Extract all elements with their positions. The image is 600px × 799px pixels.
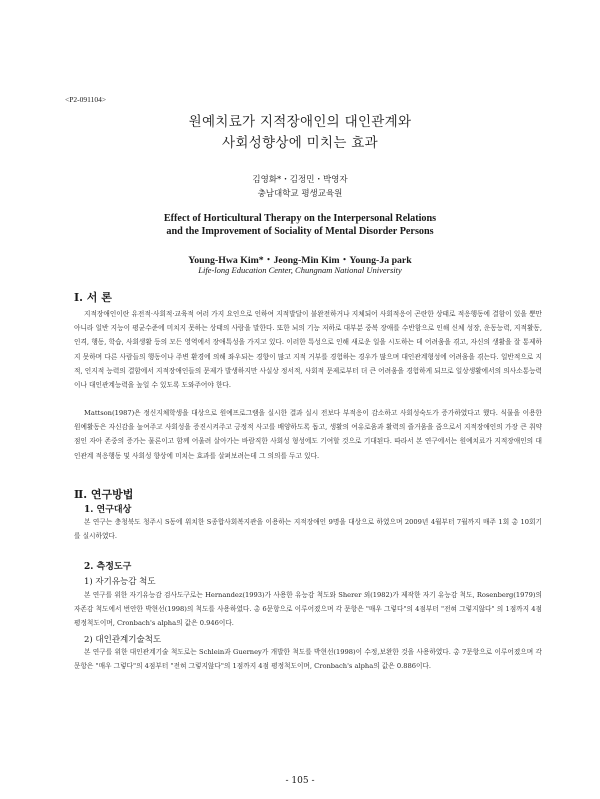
english-title-line-1: Effect of Horticultural Therapy on the Interpersonal Relations: [163, 213, 437, 224]
section-1-paragraph-2: Mattson(1987)은 정신지체학생을 대상으로 원예프로그램을 실시한 결과 실시 전보다 부적응이 감소하고 사회성숙도가 증가하였다고 했다. 식물을 이용한 원예활동은 자신감을 높여주고 사회성을 증진시켜주고 긍정적 사고를 배양하도록 돕고, 생활의 여유로움과 활력의 즐거움을 줌으로서 지적장애인의 가장 큰 취약점인 자아 존중의 증가는 물론이고 함께 어울려 살아가는 바람직한 사회성 형성에도 기여할 것으로 기대된다. 따라서 본 연구에서는 원예치료가 지적장애인의 대인관계 적응행동 및 사회성 향상에 미치는 효과를 살펴보려는데 그 의의를 두고 있다.: [74, 409, 542, 460]
measure-1-text: 본 연구를 위한 자기유능감 검사도구로는 Hernandez(1993)가 사용한 유능감 척도와 Sherer 외(1982)가 제작한 자기 유능감 척도, Rosenberg(1979)의 자존감 척도에서 번안한 박현선(1998)의 척도를 사용하였다. 총 6문항으로 이루어졌으며 각 문항은 "매우 그렇다"의 4점부터 "전혀 그렇지않다" 의 1점까지 4점 평정척도이며, Cronbach's alpha의 값은 0.946이다.: [74, 591, 542, 628]
korean-affiliation: 충남대학교 평생교육원: [257, 189, 343, 199]
korean-title-line-1: 원예치료가 지적장애인의 대인관계와: [188, 114, 412, 130]
measure-2-text: 본 연구를 위한 대인관계기술 척도로는 Schlein과 Guerney가 개발한 척도를 박현선(1998)이 수정,보완한 것을 사용하였다. 총 7문항으로 이루어졌으며 각 문항은 "매우 그렇다"의 4점부터 "전혀 그렇지않다"의 1점까지 4점 평정척도이며, Cronbach's alpha의 값은 0.886이다.: [74, 648, 542, 671]
english-title-line-2: and the Improvement of Sociality of Mental Disorder Persons: [166, 226, 434, 237]
english-affiliation: Life-long Education Center, Chungnam National University: [198, 265, 402, 275]
section-2-heading: Ⅱ. 연구방법: [74, 488, 134, 501]
section-1-paragraph-1: 지적장애인이란 유전적·사회적·교육적 여러 가지 요인으로 인하여 지적발달이 불완전하거나 지체되어 사회적응이 곤란한 상태로 적응행동에 결함이 있을 뿐만 아니라 일반 지능이 평균수준에 미치지 못하는 상태의 사람을 말한다. 또한 뇌의 기능 저하로 대부분 중복 장애를 수반함으로 인해 신체 성장, 운동능력, 지적활동, 인격, 행동, 학습, 사회생활 등의 모든 영역에서 장애특성을 가지고 있다. 이러한 특성으로 인해 새로운 일을 시도하는 데 어려움을 겪고, 자신의 생활을 잘 통제하지 못하며 다른 사람들의 행동이나 주변 환경에 의해 좌우되는 경향이 많고 지적 거부를 경험하는 경우가 많으며 대인관계형성에 어려움을 겪는다. 일반적으로 지적, 인지적 능력의 결함에서 지적장애인들의 문제가 발생하지만 사실상 정서적, 사회적 문제로부터 더 큰 어려움을 경험하게 되므로 일상생활에서의 의사소통능력이나 대인관계능력을 높일 수 있도록 도와주어야 한다.: [74, 310, 542, 390]
measure-1-heading: 1) 자기유능감 척도: [84, 577, 156, 587]
section-1-heading: Ⅰ. 서 론: [74, 291, 112, 304]
page-number: - 105 -: [285, 776, 315, 786]
english-authors: Young-Hwa Kim*・Jeong-Min Kim・Young-Ja park: [188, 255, 412, 266]
subsection-1-heading: 1. 연구대상: [84, 505, 132, 515]
measure-2-heading: 2) 대인관계기술척도: [84, 635, 162, 645]
subsection-2-heading: 2. 측정도구: [84, 562, 132, 572]
paper-code: <P2-091104>: [65, 95, 107, 104]
subsection-1-text: 본 연구는 충청북도 청주시 S동에 위치한 S종합사회복지관을 이용하는 지적장애인 9명을 대상으로 하였으며 2009년 4월부터 7월까지 매주 1회 총 10회기를 실시하였다.: [74, 518, 542, 541]
korean-authors: 김영화*・김정민・박영자: [252, 175, 348, 185]
korean-title-line-2: 사회성향상에 미치는 효과: [222, 135, 378, 151]
